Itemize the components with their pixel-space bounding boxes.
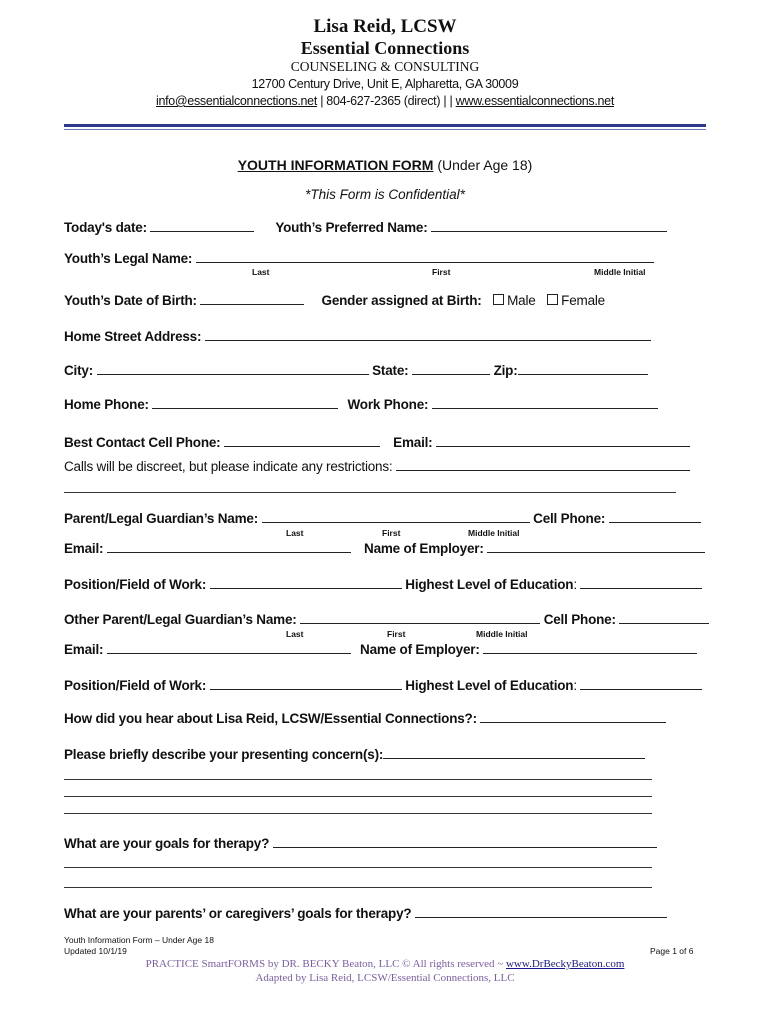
other-guardian-field[interactable]	[300, 611, 540, 624]
form-title-suffix: (Under Age 18)	[433, 157, 533, 173]
legal-name-field[interactable]	[196, 250, 654, 263]
footer-form-name: Youth Information Form – Under Age 18	[64, 935, 214, 945]
state-field[interactable]	[412, 362, 490, 375]
preferred-name-field[interactable]	[431, 219, 667, 232]
header-rule-thin	[64, 129, 706, 130]
footer-credit-link[interactable]: www.DrBeckyBeaton.com	[505, 958, 625, 970]
guardian-cell-field[interactable]	[609, 510, 701, 523]
parent-goals-label: What are your parents’ or caregivers’ goals for therapy?	[64, 906, 412, 921]
female-checkbox[interactable]	[547, 294, 558, 305]
row-hear-about	[64, 710, 666, 726]
guardian-last-caption: Last	[286, 528, 304, 538]
home-address-field[interactable]	[205, 328, 651, 341]
home-phone-label: Home Phone:	[64, 397, 149, 412]
other-education-field[interactable]	[580, 677, 702, 690]
footer-credit-text: PRACTICE SmartFORMS by DR. BECKY Beaton, LLC © All rights reserved ~	[145, 958, 506, 970]
zip-label: Zip:	[493, 363, 518, 378]
row-city	[64, 362, 648, 378]
goals-line-2[interactable]	[64, 867, 652, 868]
state-label: State:	[372, 363, 409, 378]
hear-about-label: How did you hear about Lisa Reid, LCSW/Essential Connections?:	[64, 711, 477, 726]
row-address	[64, 328, 651, 344]
guardian-education-field[interactable]	[580, 576, 702, 589]
goals-label: What are your goals for therapy?	[64, 836, 270, 851]
email-label: Email:	[393, 435, 433, 450]
guardian-employer-label: Name of Employer:	[364, 541, 484, 556]
website-link[interactable]: www.essentialconnections.net	[455, 94, 615, 108]
footer-adapted: Adapted by Lisa Reid, LCSW/Essential Connections, LLC	[255, 972, 515, 984]
restrictions-field[interactable]	[396, 458, 690, 471]
row-goals	[64, 835, 657, 851]
legal-middle-caption: Middle Initial	[594, 267, 646, 277]
concerns-label: Please briefly describe your presenting concern(s):	[64, 747, 384, 762]
row-parent-goals	[64, 905, 667, 921]
cell-phone-label: Best Contact Cell Phone:	[64, 435, 221, 450]
todays-date-field[interactable]	[150, 219, 254, 232]
other-position-field[interactable]	[210, 677, 402, 690]
home-address-label: Home Street Address:	[64, 329, 202, 344]
guardian-position-field[interactable]	[210, 576, 402, 589]
concerns-field[interactable]	[383, 746, 645, 759]
goals-field[interactable]	[273, 835, 657, 848]
footer-credit	[0, 958, 770, 970]
row-phones	[64, 396, 658, 412]
other-cell-field[interactable]	[619, 611, 709, 624]
other-education-label: Highest Level of Education	[405, 678, 574, 693]
footer-updated: Updated 10/1/19	[64, 946, 127, 956]
dob-label: Youth’s Date of Birth:	[64, 293, 197, 308]
confidential-note: *This Form is Confidential*	[305, 187, 465, 202]
guardian-education-label: Highest Level of Education	[405, 577, 574, 592]
row-other-email	[64, 641, 697, 657]
male-checkbox[interactable]	[493, 294, 504, 305]
company-address: 12700 Century Drive, Unit E, Alpharetta, GA 30009	[251, 77, 519, 91]
company-tagline: COUNSELING & CONSULTING	[290, 59, 480, 74]
guardian-name-field[interactable]	[262, 510, 530, 523]
email-field[interactable]	[436, 434, 690, 447]
male-label: Male	[507, 293, 536, 308]
concerns-line-4[interactable]	[64, 813, 652, 814]
work-phone-label: Work Phone:	[347, 397, 429, 412]
contact-line	[0, 94, 770, 108]
other-middle-caption: Middle Initial	[476, 629, 528, 639]
guardian-first-caption: First	[382, 528, 401, 538]
guardian-email-field[interactable]	[107, 540, 351, 553]
email-link[interactable]: info@essentialconnections.net	[155, 94, 318, 108]
concerns-line-2[interactable]	[64, 779, 652, 780]
row-guardian-position: Position/Field of Work: Highest Level of Education:	[64, 576, 702, 592]
other-employer-field[interactable]	[483, 641, 697, 654]
row-concerns	[64, 746, 645, 762]
row-other-guardian	[64, 611, 709, 627]
other-first-caption: First	[387, 629, 406, 639]
other-email-field[interactable]	[107, 641, 351, 654]
other-last-caption: Last	[286, 629, 304, 639]
form-title	[0, 157, 770, 173]
other-position-label: Position/Field of Work:	[64, 678, 207, 693]
phone-text: | 804-627-2365 (direct) | |	[317, 94, 456, 108]
dob-field[interactable]	[200, 292, 304, 305]
row-guardian	[64, 510, 701, 526]
female-label: Female	[561, 293, 605, 308]
legal-name-label: Youth’s Legal Name:	[64, 251, 193, 266]
row-other-position: Position/Field of Work: Highest Level of Education:	[64, 677, 702, 693]
practitioner-name: Lisa Reid, LCSW	[313, 16, 457, 37]
other-employer-label: Name of Employer:	[360, 642, 480, 657]
legal-first-caption: First	[432, 267, 451, 277]
gender-label: Gender assigned at Birth:	[321, 293, 482, 308]
row-cell-email	[64, 434, 690, 450]
row-date	[64, 219, 667, 235]
hear-about-field[interactable]	[480, 710, 666, 723]
company-name: Essential Connections	[300, 38, 470, 58]
row-guardian-email	[64, 540, 705, 556]
city-field[interactable]	[97, 362, 369, 375]
zip-field[interactable]	[518, 362, 648, 375]
cell-phone-field[interactable]	[224, 434, 380, 447]
other-email-label: Email:	[64, 642, 104, 657]
home-phone-field[interactable]	[152, 396, 338, 409]
row-legal-name	[64, 250, 654, 266]
form-title-main: YOUTH INFORMATION FORM	[237, 157, 434, 173]
row-dob	[64, 292, 605, 308]
concerns-line-3[interactable]	[64, 796, 652, 797]
row-restrictions	[64, 458, 690, 474]
footer-page-number: Page 1 of 6	[650, 946, 694, 956]
other-guardian-label: Other Parent/Legal Guardian’s Name:	[64, 612, 297, 627]
parent-goals-field[interactable]	[415, 905, 667, 918]
header-rule-thick	[64, 124, 706, 127]
guardian-position-label: Position/Field of Work:	[64, 577, 207, 592]
todays-date-label: Today's date:	[64, 220, 147, 235]
work-phone-field[interactable]	[432, 396, 658, 409]
goals-line-3[interactable]	[64, 887, 652, 888]
guardian-middle-caption: Middle Initial	[468, 528, 520, 538]
guardian-employer-field[interactable]	[487, 540, 705, 553]
guardian-name-label: Parent/Legal Guardian’s Name:	[64, 511, 259, 526]
guardian-cell-label: Cell Phone:	[533, 511, 606, 526]
restrictions-line-2[interactable]	[64, 492, 676, 493]
guardian-email-label: Email:	[64, 541, 104, 556]
city-label: City:	[64, 363, 93, 378]
other-cell-label: Cell Phone:	[543, 612, 616, 627]
preferred-name-label: Youth’s Preferred Name:	[275, 220, 428, 235]
restrictions-label: Calls will be discreet, but please indicate any restrictions:	[64, 459, 393, 474]
legal-last-caption: Last	[252, 267, 270, 277]
